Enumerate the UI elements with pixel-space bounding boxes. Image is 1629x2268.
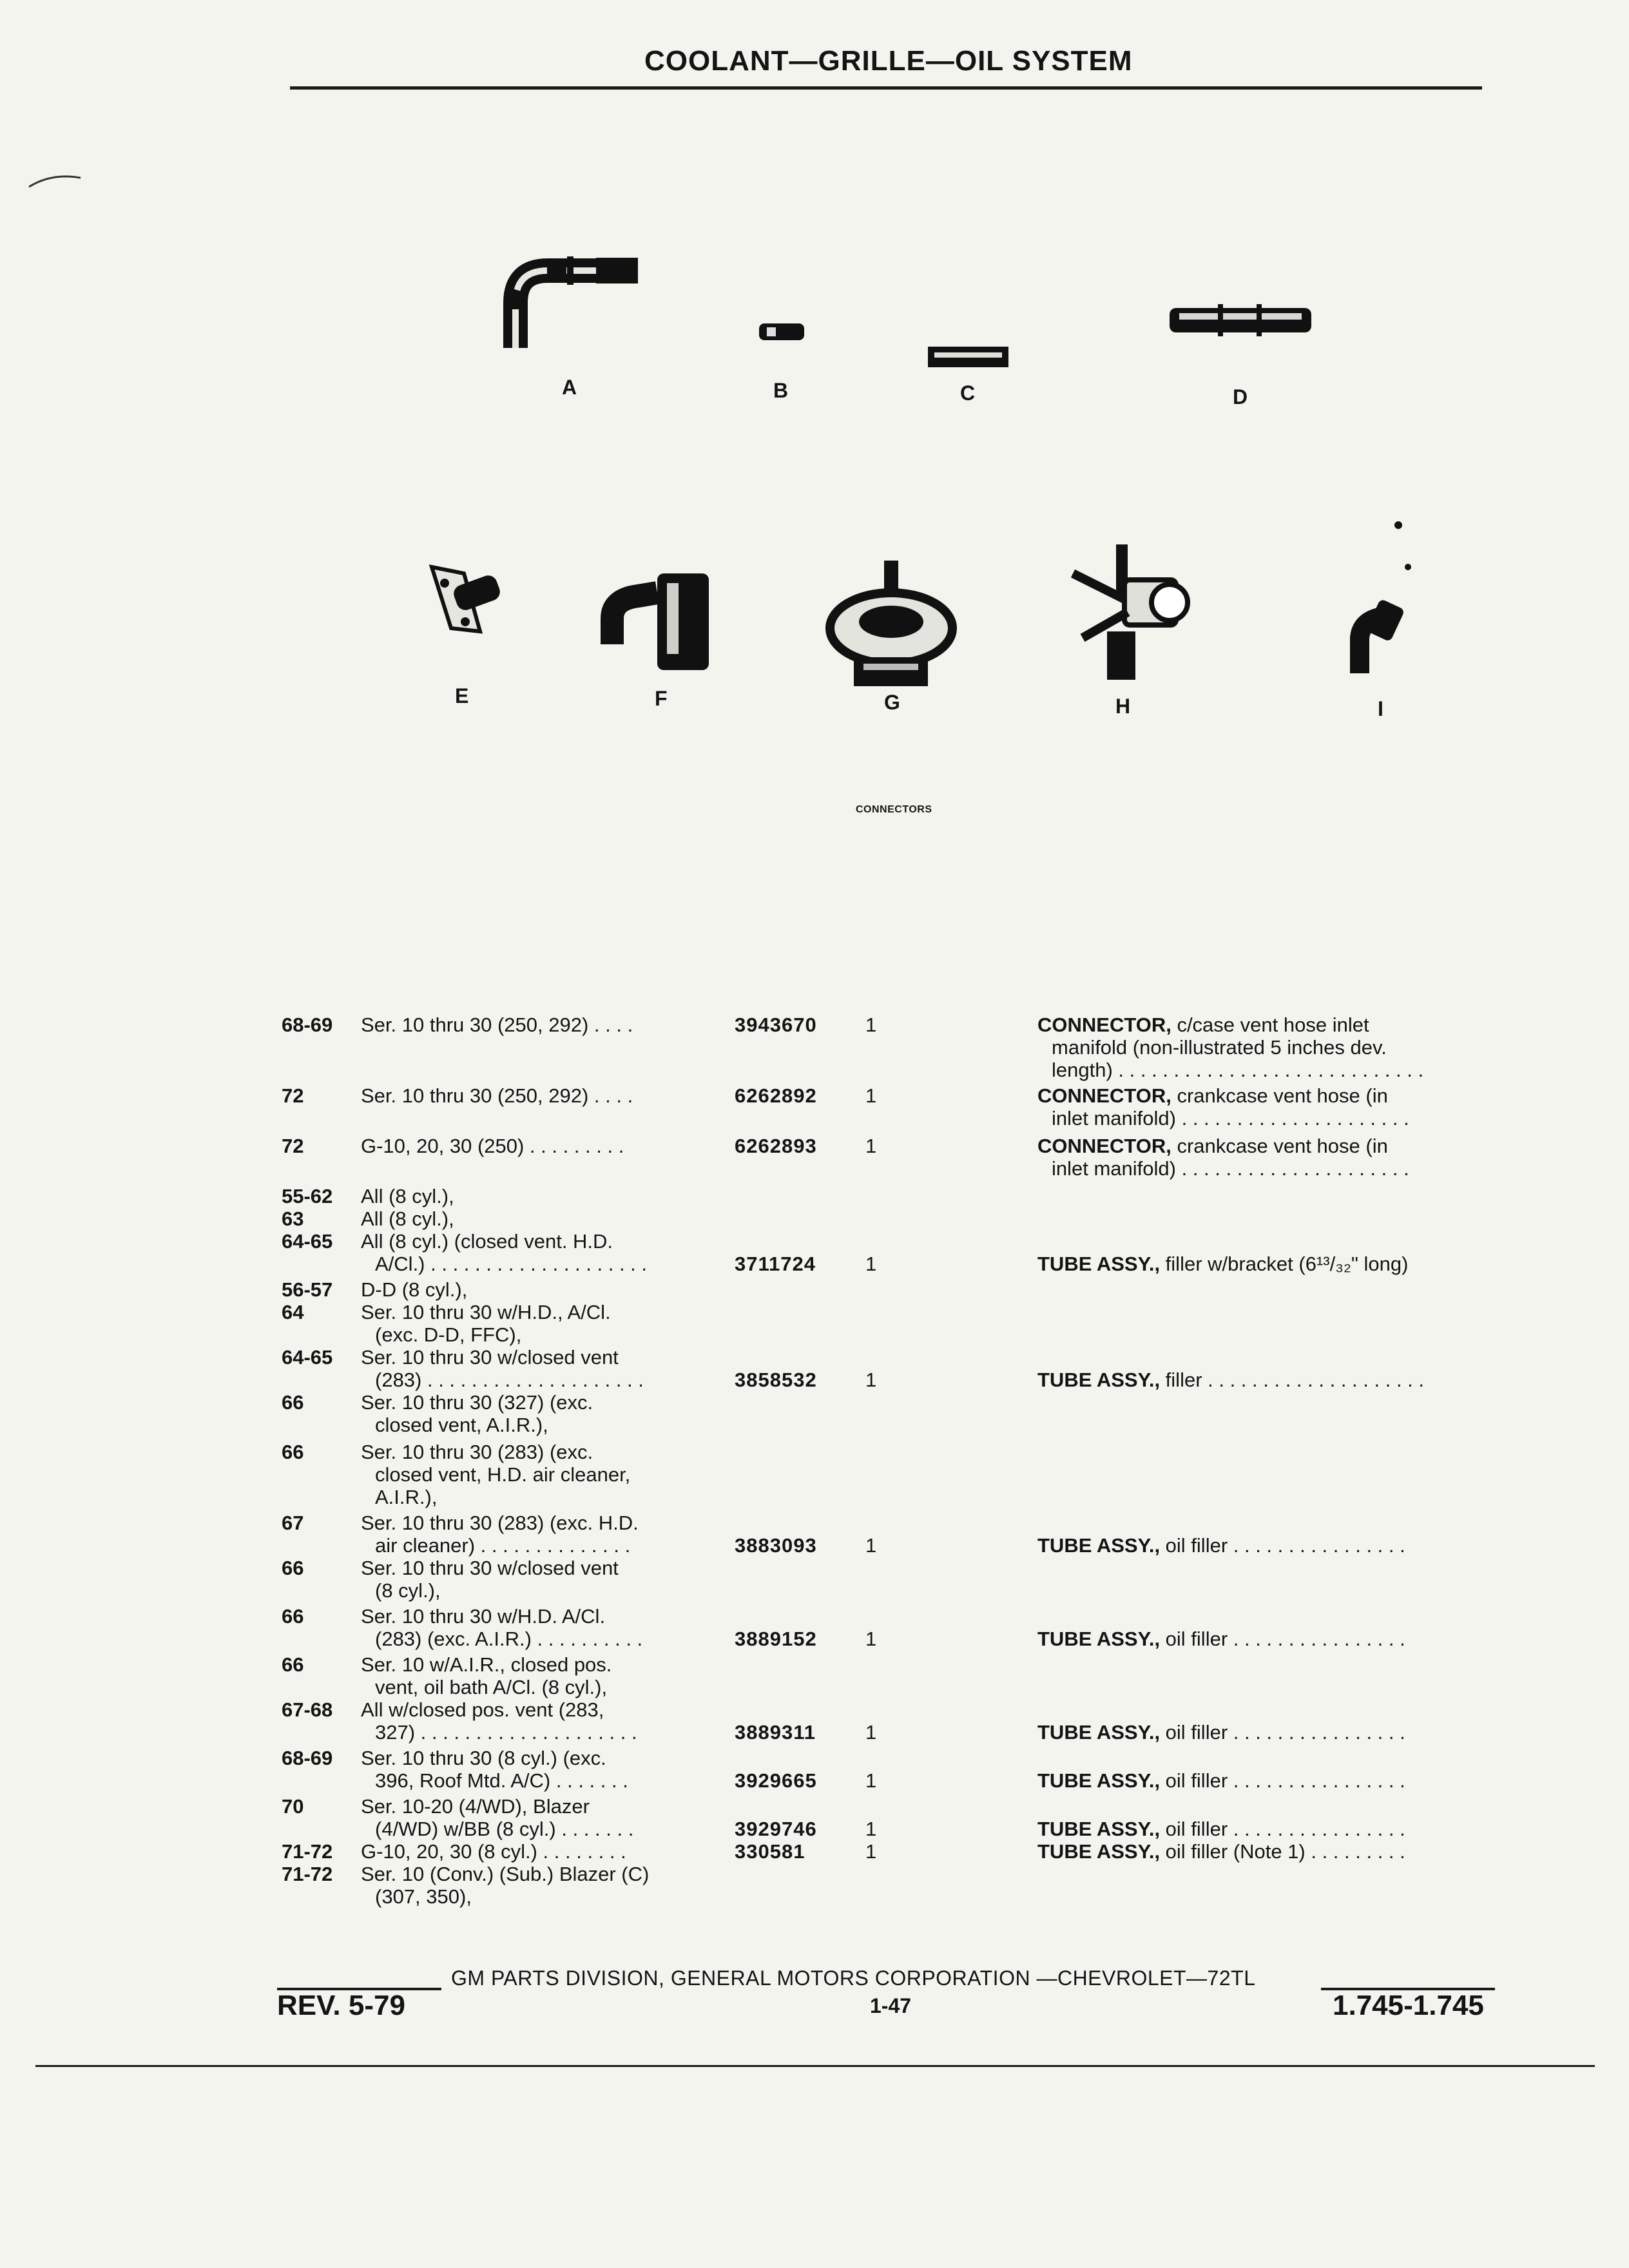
part-name xyxy=(1037,1627,1405,1651)
quantity: 1 xyxy=(865,1769,877,1792)
quantity: 1 xyxy=(865,1818,877,1840)
connectors-illustration xyxy=(0,0,1629,902)
part-name xyxy=(1052,1058,1423,1082)
model-description: All (8 cyl.), xyxy=(361,1207,454,1230)
part-name xyxy=(1037,1769,1405,1792)
page-title: COOLANT—GRILLE—OIL SYSTEM xyxy=(644,45,1133,77)
part-number: 3889311 xyxy=(735,1721,816,1744)
model-years: 67 xyxy=(282,1512,304,1534)
model-years: 66 xyxy=(282,1441,304,1463)
part-name-bold: TUBE ASSY., xyxy=(1037,1534,1161,1557)
quantity: 1 xyxy=(865,1721,877,1744)
model-description: Ser. 10 w/A.I.R., closed pos. xyxy=(361,1653,612,1676)
model-years: 64 xyxy=(282,1301,304,1323)
part-name-bold: TUBE ASSY., xyxy=(1037,1840,1161,1863)
part-name-bold: CONNECTOR, xyxy=(1037,1135,1171,1157)
part-number: 3929665 xyxy=(735,1769,817,1792)
part-name xyxy=(1037,1533,1405,1557)
figure-caption: CONNECTORS xyxy=(856,804,932,815)
connector-g xyxy=(830,561,952,686)
model-years: 66 xyxy=(282,1391,304,1414)
footer-publisher: GM PARTS DIVISION, GENERAL MOTORS CORPORATION —CHEVROLET—72TL xyxy=(451,1966,1256,1990)
part-name xyxy=(1037,1840,1405,1863)
part-name xyxy=(1037,1134,1388,1158)
part-name-text: crankcase vent hose (in xyxy=(1171,1084,1388,1107)
model-years: 72 xyxy=(282,1135,304,1157)
part-number: 330581 xyxy=(735,1840,805,1863)
figure-label-f: F xyxy=(655,687,668,710)
model-years: 71-72 xyxy=(282,1863,333,1885)
model-years: 67-68 xyxy=(282,1698,333,1721)
part-number: 3889152 xyxy=(735,1628,817,1650)
model-description: G-10, 20, 30 (8 cyl.) . . . . . . . . xyxy=(361,1840,626,1863)
part-name-bold: TUBE ASSY., xyxy=(1037,1369,1161,1391)
part-name xyxy=(1052,1157,1409,1180)
part-name-bold: TUBE ASSY., xyxy=(1037,1769,1161,1792)
model-description: Ser. 10 thru 30 w/closed vent xyxy=(361,1346,619,1369)
part-name-bold: CONNECTOR, xyxy=(1037,1014,1171,1036)
part-name xyxy=(1037,1084,1388,1108)
model-years: 66 xyxy=(282,1605,304,1628)
model-description: (4/WD) w/BB (8 cyl.) . . . . . . . xyxy=(375,1818,634,1840)
part-name xyxy=(1052,1035,1387,1059)
model-description: Ser. 10 thru 30 (327) (exc. xyxy=(361,1391,593,1414)
figure-label-e: E xyxy=(455,684,469,707)
model-description: Ser. 10-20 (4/WD), Blazer xyxy=(361,1795,590,1818)
part-name-bold: TUBE ASSY., xyxy=(1037,1628,1161,1650)
model-description: G-10, 20, 30 (250) . . . . . . . . . xyxy=(361,1135,624,1157)
part-name xyxy=(1037,1013,1369,1037)
quantity: 1 xyxy=(865,1840,877,1863)
model-description: (307, 350), xyxy=(375,1885,472,1908)
part-number: 6262893 xyxy=(735,1135,817,1157)
model-years: 71-72 xyxy=(282,1840,333,1863)
part-name-text: inlet manifold) . . . . . . . . . . . . . . . . . . . . . xyxy=(1052,1107,1409,1129)
model-years: 63 xyxy=(282,1207,304,1230)
reference-number: 1.745-1.745 xyxy=(1333,1990,1484,2021)
model-description: All (8 cyl.) (closed vent. H.D. xyxy=(361,1230,613,1253)
part-name xyxy=(1037,1368,1424,1392)
model-description: Ser. 10 thru 30 w/H.D. A/Cl. xyxy=(361,1605,606,1628)
part-name-bold: TUBE ASSY., xyxy=(1037,1818,1161,1840)
model-description: Ser. 10 thru 30 (8 cyl.) (exc. xyxy=(361,1747,606,1769)
connector-f xyxy=(612,573,709,670)
figure-label-a: A xyxy=(562,376,577,399)
figure-label-d: D xyxy=(1233,385,1248,408)
part-name-text: crankcase vent hose (in xyxy=(1171,1135,1388,1157)
connector-e xyxy=(432,567,503,631)
model-description: (8 cyl.), xyxy=(375,1579,441,1602)
part-name xyxy=(1037,1252,1408,1276)
quantity: 1 xyxy=(865,1253,877,1275)
model-years: 56-57 xyxy=(282,1278,333,1301)
model-description: air cleaner) . . . . . . . . . . . . . . xyxy=(375,1534,631,1557)
model-years: 66 xyxy=(282,1653,304,1676)
part-name-text: oil filler . . . . . . . . . . . . . . . . xyxy=(1160,1721,1405,1744)
part-number: 3929746 xyxy=(735,1818,817,1840)
figure-label-b: B xyxy=(773,379,789,402)
connector-i xyxy=(1360,521,1411,673)
model-years: 64-65 xyxy=(282,1230,333,1253)
figure-label-c: C xyxy=(960,381,976,405)
part-name-text: filler . . . . . . . . . . . . . . . . . . . . xyxy=(1160,1369,1425,1391)
bottom-rule xyxy=(35,2065,1595,2067)
part-name-bold: TUBE ASSY., xyxy=(1037,1721,1161,1744)
model-years: 68-69 xyxy=(282,1014,333,1036)
model-description: Ser. 10 (Conv.) (Sub.) Blazer (C) xyxy=(361,1863,650,1885)
model-description: Ser. 10 thru 30 w/closed vent xyxy=(361,1557,619,1579)
model-years: 72 xyxy=(282,1084,304,1107)
part-name-bold: CONNECTOR, xyxy=(1037,1084,1171,1107)
model-description: closed vent, A.I.R.), xyxy=(375,1414,548,1436)
part-name-text: oil filler . . . . . . . . . . . . . . . . xyxy=(1160,1769,1405,1792)
part-name-text: oil filler . . . . . . . . . . . . . . . . xyxy=(1160,1628,1405,1650)
quantity: 1 xyxy=(865,1084,877,1107)
connector-d xyxy=(1170,304,1311,336)
model-description: D-D (8 cyl.), xyxy=(361,1278,468,1301)
model-years: 68-69 xyxy=(282,1747,333,1769)
quantity: 1 xyxy=(865,1369,877,1391)
part-name-text: filler w/bracket (6¹³/₃₂" long) xyxy=(1160,1253,1409,1275)
model-description: Ser. 10 thru 30 (283) (exc. H.D. xyxy=(361,1512,639,1534)
model-description: (exc. D-D, FFC), xyxy=(375,1323,522,1346)
model-description: 327) . . . . . . . . . . . . . . . . . . . . xyxy=(375,1721,637,1744)
part-name-text: oil filler (Note 1) . . . . . . . . . xyxy=(1160,1840,1405,1863)
connector-a xyxy=(516,256,638,348)
part-name xyxy=(1037,1817,1405,1841)
quantity: 1 xyxy=(865,1628,877,1650)
model-description: A/Cl.) . . . . . . . . . . . . . . . . . . . . xyxy=(375,1253,648,1275)
part-name-text: oil filler . . . . . . . . . . . . . . . . xyxy=(1160,1818,1405,1840)
part-number: 3883093 xyxy=(735,1534,817,1557)
model-years: 55-62 xyxy=(282,1185,333,1207)
figure-label-g: G xyxy=(884,691,900,714)
connector-b xyxy=(759,323,804,340)
quantity: 1 xyxy=(865,1534,877,1557)
model-description: All (8 cyl.), xyxy=(361,1185,454,1207)
model-description: (283) . . . . . . . . . . . . . . . . . . . . xyxy=(375,1369,644,1391)
model-description: A.I.R.), xyxy=(375,1486,438,1508)
model-description: All w/closed pos. vent (283, xyxy=(361,1698,604,1721)
model-description: 396, Roof Mtd. A/C) . . . . . . . xyxy=(375,1769,628,1792)
figure-label-i: I xyxy=(1378,697,1383,720)
part-number: 3943670 xyxy=(735,1014,817,1036)
part-name-text: c/case vent hose inlet xyxy=(1171,1014,1369,1036)
part-number: 6262892 xyxy=(735,1084,817,1107)
model-description: Ser. 10 thru 30 (283) (exc. xyxy=(361,1441,593,1463)
model-description: closed vent, H.D. air cleaner, xyxy=(375,1463,631,1486)
model-years: 70 xyxy=(282,1795,304,1818)
part-name xyxy=(1037,1720,1405,1744)
part-name-text: oil filler . . . . . . . . . . . . . . . . xyxy=(1160,1534,1405,1557)
page-number: 1-47 xyxy=(870,1994,912,2017)
model-description: Ser. 10 thru 30 (250, 292) . . . . xyxy=(361,1084,633,1107)
revision-label: REV. 5-79 xyxy=(277,1990,405,2021)
part-name-bold: TUBE ASSY., xyxy=(1037,1253,1161,1275)
model-description: Ser. 10 thru 30 (250, 292) . . . . xyxy=(361,1014,633,1036)
model-years: 64-65 xyxy=(282,1346,333,1369)
quantity: 1 xyxy=(865,1135,877,1157)
part-name-text: manifold (non-illustrated 5 inches dev. xyxy=(1052,1036,1387,1059)
quantity: 1 xyxy=(865,1014,877,1036)
model-description: vent, oil bath A/Cl. (8 cyl.), xyxy=(375,1676,608,1698)
part-name-text: inlet manifold) . . . . . . . . . . . . . . . . . . . . . xyxy=(1052,1157,1409,1180)
model-years: 66 xyxy=(282,1557,304,1579)
figure-label-h: H xyxy=(1115,695,1131,718)
part-number: 3858532 xyxy=(735,1369,817,1391)
part-name-text: length) . . . . . . . . . . . . . . . . . . . . . . . . . . . . xyxy=(1052,1059,1424,1081)
model-description: Ser. 10 thru 30 w/H.D., A/Cl. xyxy=(361,1301,611,1323)
connector-c xyxy=(928,347,1008,367)
part-name xyxy=(1052,1106,1409,1130)
connector-h xyxy=(1073,544,1188,680)
part-number: 3711724 xyxy=(735,1253,816,1275)
model-description: (283) (exc. A.I.R.) . . . . . . . . . . xyxy=(375,1628,643,1650)
